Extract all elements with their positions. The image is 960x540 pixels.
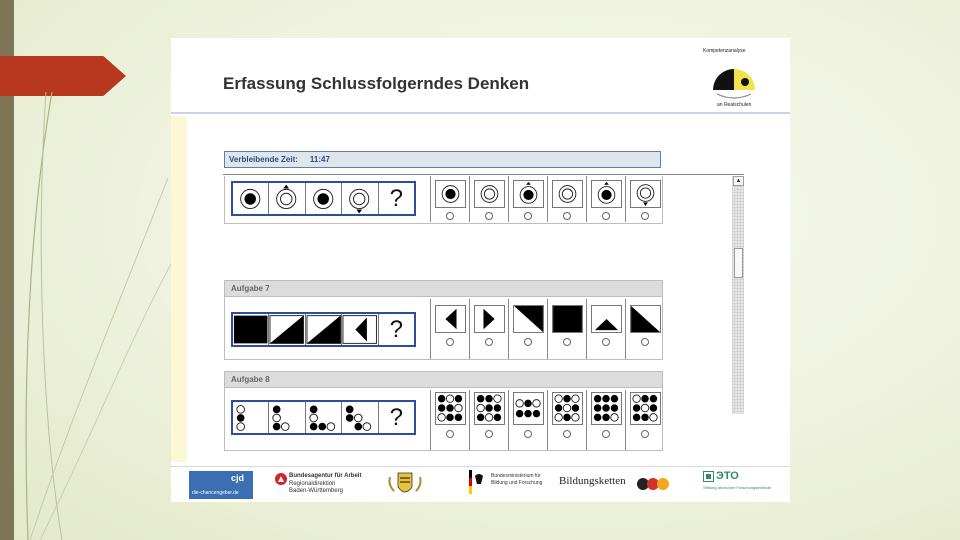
header <box>171 38 790 114</box>
dot-pattern-icon <box>514 393 543 424</box>
right-triangle-icon <box>475 306 504 332</box>
task-7 <box>224 280 663 360</box>
up-triangle-icon <box>592 306 621 332</box>
sequence-row <box>231 400 416 435</box>
task-6 <box>224 176 663 224</box>
answer-option-6[interactable] <box>625 390 664 450</box>
option-figure <box>513 392 544 425</box>
double-ring-icon <box>475 181 504 207</box>
left-strip <box>171 116 187 462</box>
dot-pattern-icon <box>592 393 621 424</box>
answer-radio[interactable] <box>485 338 493 346</box>
answer-radio[interactable] <box>446 430 454 438</box>
option-figure <box>552 180 583 208</box>
sequence-cell <box>233 183 269 214</box>
logo-top-text: Kompetenzanalyse <box>703 48 746 54</box>
answer-radio[interactable] <box>485 430 493 438</box>
sequence-row <box>231 312 416 347</box>
black-square-icon <box>233 314 268 345</box>
divider <box>223 174 744 175</box>
option-figure <box>474 305 505 333</box>
answer-option-6[interactable] <box>625 176 664 222</box>
dot-pattern-icon <box>475 393 504 424</box>
vertical-scrollbar[interactable] <box>732 176 744 414</box>
logo-emblem-icon <box>709 62 759 100</box>
answer-radio[interactable] <box>563 338 571 346</box>
corner-triangle-icon <box>514 306 543 332</box>
coat-of-arms-icon <box>386 469 424 499</box>
timer-bar <box>224 151 661 168</box>
option-figure <box>552 305 583 333</box>
diagonal-half-icon <box>269 314 304 345</box>
logo-bottom-text: an Realschulen <box>717 102 752 108</box>
filled-circle-icon <box>306 183 341 214</box>
task-header: Aufgabe 8 <box>225 372 662 388</box>
answer-option-5[interactable] <box>586 390 625 450</box>
ring-dot-top-icon <box>269 183 304 214</box>
answer-option-3[interactable] <box>508 299 547 359</box>
option-figure <box>591 180 622 208</box>
sponsor-caption: Regionaldirektion Baden-Württemberg <box>289 481 344 494</box>
screenshot-panel <box>171 38 790 502</box>
sponsor-name: Bundesagentur für Arbeit <box>289 473 362 479</box>
answer-option-4[interactable] <box>547 299 586 359</box>
option-figure <box>435 392 466 425</box>
filled-circle-dot-top-icon <box>514 181 543 207</box>
question-cell <box>379 314 414 345</box>
answer-option-1[interactable] <box>430 390 469 450</box>
eto-logo-icon <box>703 471 714 482</box>
answer-options <box>430 390 664 450</box>
answer-radio[interactable] <box>602 338 610 346</box>
answer-radio[interactable] <box>524 212 532 220</box>
option-figure <box>591 392 622 425</box>
answer-option-1[interactable] <box>430 299 469 359</box>
federal-eagle-icon <box>469 470 485 496</box>
answer-radio[interactable] <box>446 212 454 220</box>
sequence-row <box>231 181 416 216</box>
sequence-cell <box>306 402 342 433</box>
answer-option-2[interactable] <box>469 176 508 222</box>
option-figure <box>630 180 661 208</box>
double-ring-icon <box>553 181 582 207</box>
sponsor-caption: die-chancengeber.de <box>192 490 239 496</box>
option-figure <box>435 305 466 333</box>
arbeitsagentur-icon <box>275 473 287 485</box>
answer-option-3[interactable] <box>508 176 547 222</box>
answer-option-5[interactable] <box>586 299 625 359</box>
option-figure <box>630 392 661 425</box>
option-figure <box>552 392 583 425</box>
answer-radio[interactable] <box>641 430 649 438</box>
dot-pattern-icon <box>342 402 377 433</box>
option-figure <box>435 180 466 208</box>
answer-option-5[interactable] <box>586 176 625 222</box>
corner-triangle-icon <box>631 306 660 332</box>
option-figure <box>474 180 505 208</box>
task-header: Aufgabe 7 <box>225 281 662 297</box>
answer-radio[interactable] <box>524 338 532 346</box>
task-8 <box>224 371 663 451</box>
answer-radio[interactable] <box>563 430 571 438</box>
answer-radio[interactable] <box>563 212 571 220</box>
black-square-icon <box>553 306 582 332</box>
scroll-up-icon[interactable]: ▲ <box>733 176 744 186</box>
kompetenzanalyse-logo <box>699 48 769 110</box>
question-mark: ? <box>389 404 403 431</box>
dot-pattern-icon <box>436 393 465 424</box>
sequence-cell <box>342 402 378 433</box>
sponsor-name: cjd <box>231 473 245 483</box>
answer-option-6[interactable] <box>625 299 664 359</box>
question-cell <box>379 402 414 433</box>
dot-pattern-icon <box>553 393 582 424</box>
answer-option-3[interactable] <box>508 390 547 450</box>
answer-radio[interactable] <box>602 430 610 438</box>
answer-option-2[interactable] <box>469 390 508 450</box>
filled-circle-icon <box>436 181 465 207</box>
sponsor-footer <box>171 466 790 502</box>
dot-pattern-icon <box>269 402 304 433</box>
scrollbar-thumb[interactable] <box>734 248 743 278</box>
option-figure <box>474 392 505 425</box>
ring-dot-bottom-icon <box>342 183 377 214</box>
bildungsketten-chain-icon <box>635 476 675 492</box>
sequence-cell <box>233 314 269 345</box>
left-triangle-icon <box>436 306 465 332</box>
answer-radio[interactable] <box>524 430 532 438</box>
answer-options <box>430 176 664 222</box>
option-figure <box>513 180 544 208</box>
filled-circle-dot-top-icon <box>592 181 621 207</box>
left-triangle-icon <box>342 314 377 345</box>
option-figure <box>591 305 622 333</box>
sponsor-caption: Stiftung deutscher Forschungsinstitute <box>703 485 772 490</box>
sequence-cell <box>269 314 305 345</box>
answer-option-2[interactable] <box>469 299 508 359</box>
timer-value: 11:47 <box>309 155 330 164</box>
cjd-logo <box>189 471 253 499</box>
answer-radio[interactable] <box>641 212 649 220</box>
filled-circle-icon <box>233 183 268 214</box>
answer-option-4[interactable] <box>547 390 586 450</box>
answer-option-4[interactable] <box>547 176 586 222</box>
dot-pattern-icon <box>306 402 341 433</box>
dot-pattern-icon <box>233 402 268 433</box>
answer-radio[interactable] <box>641 338 649 346</box>
answer-options <box>430 299 664 359</box>
sequence-cell <box>269 402 305 433</box>
question-cell <box>379 183 414 214</box>
sequence-cell <box>342 183 378 214</box>
sequence-cell <box>306 314 342 345</box>
question-mark: ? <box>389 185 403 212</box>
sequence-cell <box>342 314 378 345</box>
sponsor-name: Bildungsketten <box>559 475 626 487</box>
answer-radio[interactable] <box>446 338 454 346</box>
ring-dot-bottom-icon <box>631 181 660 207</box>
sequence-cell <box>269 183 305 214</box>
option-figure <box>630 305 661 333</box>
dot-pattern-icon <box>631 393 660 424</box>
timer-label: Verbleibende Zeit: <box>229 155 298 164</box>
option-figure <box>513 305 544 333</box>
sponsor-name: Bundesministerium für Bildung und Forschung <box>491 473 543 486</box>
question-mark: ? <box>389 316 403 343</box>
sponsor-name: ЭТО <box>716 470 739 482</box>
diagonal-half-icon <box>306 314 341 345</box>
sequence-cell <box>306 183 342 214</box>
answer-radio[interactable] <box>485 212 493 220</box>
answer-option-1[interactable] <box>430 176 469 222</box>
page-title: Erfassung Schlussfolgerndes Denken <box>223 74 530 93</box>
answer-radio[interactable] <box>602 212 610 220</box>
decorative-lines <box>0 0 200 540</box>
task-scroll-area <box>223 174 745 431</box>
sequence-cell <box>233 402 269 433</box>
